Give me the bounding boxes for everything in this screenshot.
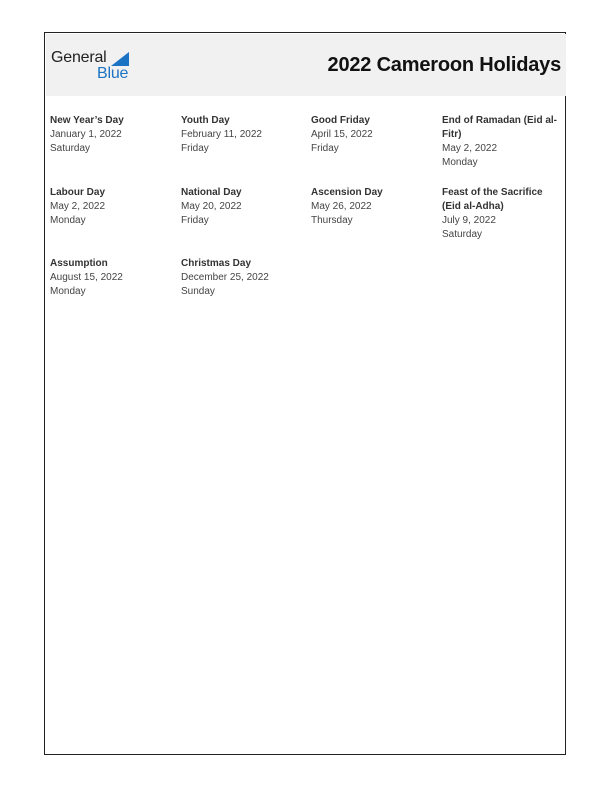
holiday-item [442,186,560,242]
logo-word-blue: Blue [97,65,129,82]
holiday-name: Good Friday [311,115,370,126]
holiday-weekday: Monday [50,286,86,297]
header-band [46,34,566,96]
holiday-item [311,186,433,228]
holiday-name: New Year’s Day [50,115,124,126]
holiday-date: July 9, 2022 [442,215,496,226]
holiday-item [181,186,303,228]
holiday-date: May 2, 2022 [442,143,498,154]
logo-word-general: General [51,49,107,66]
holiday-weekday: Monday [50,215,86,226]
holiday-date: May 2, 2022 [50,201,106,212]
holiday-item [181,114,303,156]
holiday-weekday: Sunday [181,286,215,297]
holiday-item [50,186,172,228]
generalblue-logo [51,49,141,85]
holiday-date: May 26, 2022 [311,201,372,212]
holiday-date: April 15, 2022 [311,129,373,140]
holiday-date: February 11, 2022 [181,129,262,140]
holiday-item [50,257,172,299]
holiday-item [50,114,172,156]
holiday-name: End of Ramadan (Eid al-Fitr) [442,115,558,140]
logo-triangle-icon [111,52,129,66]
holiday-weekday: Monday [442,157,478,168]
holiday-weekday: Friday [181,143,209,154]
holiday-name: Christmas Day [181,258,252,269]
holiday-date: January 1, 2022 [50,129,122,140]
holiday-weekday: Saturday [50,143,91,154]
holiday-name: Assumption [50,258,108,269]
holiday-date: December 25, 2022 [181,272,269,283]
holiday-name: Ascension Day [311,187,383,198]
page-title: 2022 Cameroon Holidays [327,54,561,76]
holiday-weekday: Saturday [442,229,483,240]
holiday-weekday: Thursday [311,215,353,226]
holiday-date: May 20, 2022 [181,201,242,212]
holiday-name: Youth Day [181,115,230,126]
holiday-date: August 15, 2022 [50,272,123,283]
holiday-weekday: Friday [311,143,339,154]
holiday-item [442,114,560,170]
holiday-name: National Day [181,187,242,198]
holiday-weekday: Friday [181,215,209,226]
holiday-item [311,114,433,156]
holiday-item [181,257,303,299]
holiday-name: Labour Day [50,187,106,198]
holiday-name: Feast of the Sacrifice (Eid al-Adha) [442,187,543,212]
